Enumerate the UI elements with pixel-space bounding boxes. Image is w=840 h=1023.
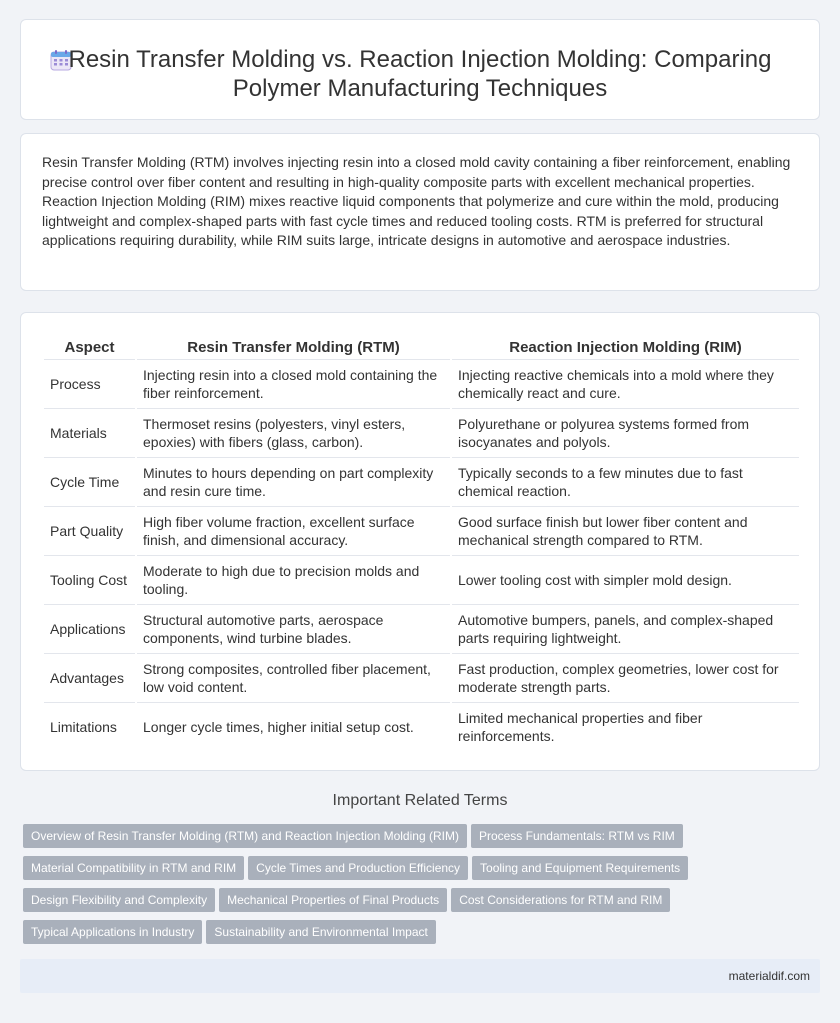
aspect-cell: Tooling Cost	[43, 555, 136, 604]
column-header-rim: Reaction Injection Molding (RIM)	[451, 333, 799, 359]
comparison-table-card	[20, 312, 820, 771]
rim-cell: Automotive bumpers, panels, and complex-shaped parts requiring lightweight.	[451, 604, 799, 653]
aspect-cell: Process	[43, 359, 136, 408]
aspect-cell: Materials	[43, 408, 136, 457]
column-header-rtm: Resin Transfer Molding (RTM)	[136, 333, 451, 359]
rim-cell: Lower tooling cost with simpler mold design.	[451, 555, 799, 604]
related-term-tag[interactable]: Cost Considerations for RTM and RIM	[451, 888, 670, 912]
aspect-cell: Part Quality	[43, 506, 136, 555]
related-term-tag[interactable]: Tooling and Equipment Requirements	[472, 856, 688, 880]
footer-site-link[interactable]: materialdif.com	[728, 969, 810, 983]
rtm-cell: Strong composites, controlled fiber placement, low void content.	[136, 653, 451, 702]
rtm-cell: Minutes to hours depending on part complexity and resin cure time.	[136, 457, 451, 506]
table-row	[43, 702, 799, 751]
related-terms-heading: Important Related Terms	[332, 792, 508, 809]
rtm-cell: High fiber volume fraction, excellent surface finish, and dimensional accuracy.	[136, 506, 451, 555]
related-term-tag[interactable]: Material Compatibility in RTM and RIM	[23, 856, 244, 880]
rtm-cell: Structural automotive parts, aerospace components, wind turbine blades.	[136, 604, 451, 653]
table-row	[43, 359, 799, 408]
rim-cell: Typically seconds to a few minutes due to fast chemical reaction.	[451, 457, 799, 506]
aspect-cell: Applications	[43, 604, 136, 653]
intro-card	[20, 133, 820, 291]
rim-cell: Injecting reactive chemicals into a mold where they chemically react and cure.	[451, 359, 799, 408]
footer	[20, 959, 820, 993]
related-term-tag[interactable]: Design Flexibility and Complexity	[23, 888, 215, 912]
rim-cell: Fast production, complex geometries, lower cost for moderate strength parts.	[451, 653, 799, 702]
rim-cell: Limited mechanical properties and fiber reinforcements.	[451, 702, 799, 751]
aspect-cell: Cycle Time	[43, 457, 136, 506]
table-row	[43, 604, 799, 653]
related-term-tag[interactable]: Mechanical Properties of Final Products	[219, 888, 447, 912]
table-row	[43, 555, 799, 604]
comparison-table	[42, 333, 799, 751]
page-title: Resin Transfer Molding vs. Reaction Injection Molding: Comparing Polymer Manufacturing Techniques	[68, 46, 772, 102]
aspect-cell: Advantages	[43, 653, 136, 702]
table-row	[43, 653, 799, 702]
related-term-tag[interactable]: Overview of Resin Transfer Molding (RTM) and Reaction Injection Molding (RIM)	[23, 824, 467, 848]
column-header-aspect: Aspect	[43, 333, 136, 359]
related-term-tag[interactable]: Sustainability and Environmental Impact	[206, 920, 435, 944]
table-header-row	[43, 333, 799, 359]
related-terms-list	[23, 824, 823, 952]
rim-cell: Good surface finish but lower fiber content and mechanical strength compared to RTM.	[451, 506, 799, 555]
related-term-tag[interactable]: Cycle Times and Production Efficiency	[248, 856, 468, 880]
title-card	[20, 19, 820, 120]
rtm-cell: Injecting resin into a closed mold containing the fiber reinforcement.	[136, 359, 451, 408]
rim-cell: Polyurethane or polyurea systems formed from isocyanates and polyols.	[451, 408, 799, 457]
rtm-cell: Longer cycle times, higher initial setup cost.	[136, 702, 451, 751]
table-row	[43, 457, 799, 506]
table-row	[43, 506, 799, 555]
intro-paragraph: Resin Transfer Molding (RTM) involves injecting resin into a closed mold cavity containing a fiber reinforcement, enabling precise control over fiber content and resulting in high-quality composite parts with excellent mechanical properties. Reaction Injection Molding (RIM) mixes reactive liquid components that polymerize and cure within the mold, producing lightweight and complex-shaped parts with fast cycle times and reduced tooling costs. RTM is preferred for structural applications requiring durability, while RIM suits large, intricate designs in automotive and aerospace industries.	[42, 154, 791, 249]
rtm-cell: Thermoset resins (polyesters, vinyl esters, epoxies) with fibers (glass, carbon).	[136, 408, 451, 457]
related-term-tag[interactable]: Process Fundamentals: RTM vs RIM	[471, 824, 683, 848]
rtm-cell: Moderate to high due to precision molds and tooling.	[136, 555, 451, 604]
table-row	[43, 408, 799, 457]
aspect-cell: Limitations	[43, 702, 136, 751]
related-term-tag[interactable]: Typical Applications in Industry	[23, 920, 202, 944]
